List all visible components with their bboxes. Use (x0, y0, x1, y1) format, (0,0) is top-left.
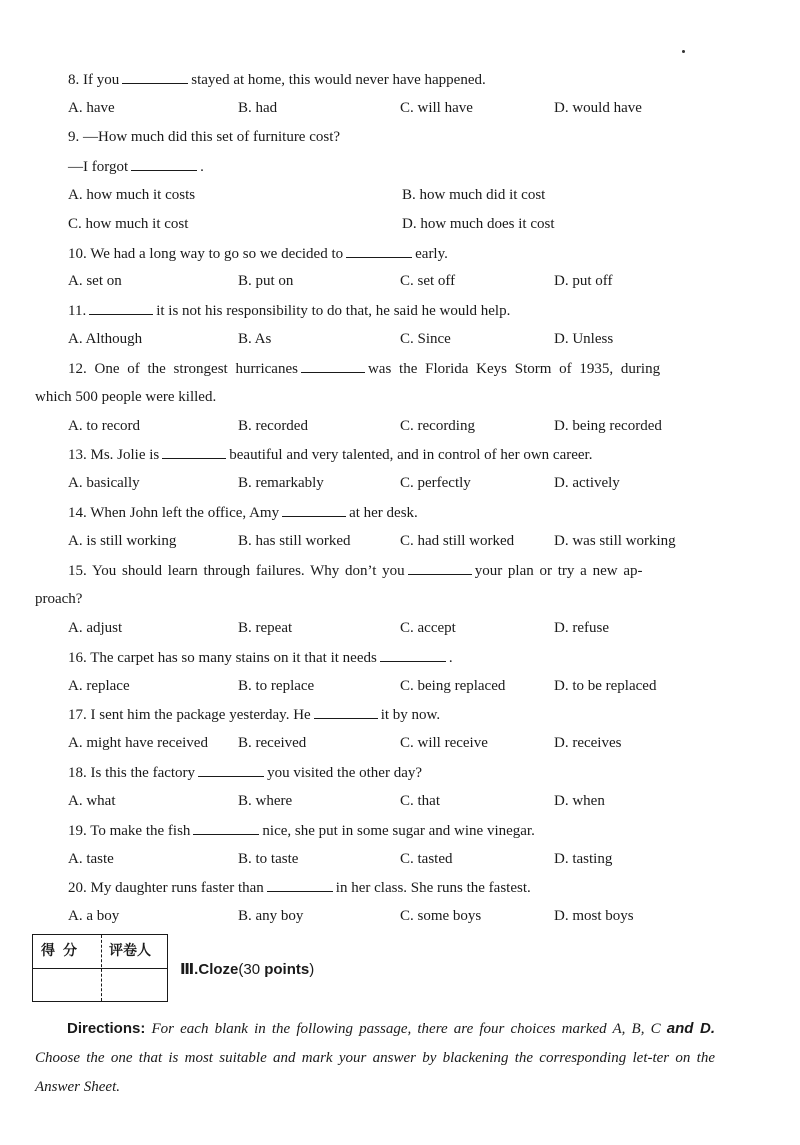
answer-blank (89, 300, 153, 315)
option-d: D. refuse (554, 620, 609, 636)
option-d: D. actively (554, 475, 620, 491)
options-17 (68, 733, 728, 753)
options-9-row1 (68, 185, 728, 205)
question-8: 8. If you stayed at home, this would never have happened. (68, 69, 728, 90)
options-8 (68, 98, 728, 118)
question-19: 19. To make the fish nice, she put in some sugar and wine vinegar. (68, 820, 728, 841)
answer-blank (198, 762, 264, 777)
option-b: B. received (238, 735, 307, 751)
option-c: C. how much it cost (68, 216, 189, 232)
option-a: A. replace (68, 678, 130, 694)
directions-text-2: Choose the one that is most suitable and mark your answer by blackening the corresponding let-ter on the Answer Sheet. (35, 1050, 715, 1095)
score-label: 得分 (41, 943, 85, 959)
option-b: B. to replace (238, 678, 315, 694)
option-d: D. tasting (554, 851, 613, 867)
option-b: B. any boy (238, 908, 304, 924)
section-name: Cloze (198, 961, 239, 978)
options-13 (68, 473, 728, 493)
option-c: C. had still worked (400, 533, 515, 549)
question-15: 15. You should learn through failures. Why don’t you your plan or try a new ap- (68, 560, 716, 581)
options-18 (68, 791, 728, 811)
option-c: C. Since (400, 331, 451, 347)
option-c: C. will have (400, 100, 473, 116)
option-a: A. a boy (68, 908, 120, 924)
option-b: B. had (238, 100, 278, 116)
option-b: B. repeat (238, 620, 293, 636)
option-b: B. put on (238, 273, 294, 289)
option-a: A. taste (68, 851, 114, 867)
answer-blank (193, 820, 259, 835)
section-points: (30 points) (238, 961, 315, 978)
options-20 (68, 906, 728, 926)
options-16 (68, 676, 728, 696)
option-a: A. set on (68, 273, 122, 289)
option-a: A. basically (68, 475, 140, 491)
score-box-divider (101, 935, 102, 1001)
option-d: D. would have (554, 100, 642, 116)
option-b: B. how much did it cost (402, 187, 546, 203)
option-c: C. that (400, 793, 440, 809)
question-15-continued: proach? (35, 591, 83, 607)
section-title (180, 960, 314, 980)
answer-blank (301, 358, 365, 373)
answer-blank (380, 647, 446, 662)
option-c: C. will receive (400, 735, 488, 751)
question-10: 10. We had a long way to go so we decided to early. (68, 243, 728, 264)
section-numeral: Ⅲ. (180, 961, 199, 978)
option-a: A. might have received (68, 735, 208, 751)
option-c: C. set off (400, 273, 456, 289)
option-b: B. remarkably (238, 475, 324, 491)
directions-label: Directions: (67, 1020, 146, 1037)
option-b: B. where (238, 793, 293, 809)
question-14: 14. When John left the office, Amy at her desk. (68, 502, 728, 523)
option-a: A. Although (68, 331, 143, 347)
directions (35, 1014, 715, 1102)
options-15 (68, 618, 728, 638)
stray-mark (682, 50, 685, 53)
option-a: A. adjust (68, 620, 123, 636)
option-a: A. is still working (68, 533, 177, 549)
option-d: D. receives (554, 735, 622, 751)
option-b: B. to taste (238, 851, 299, 867)
question-13: 13. Ms. Jolie is beautiful and very talented, and in control of her own career. (68, 444, 728, 465)
option-c: C. tasted (400, 851, 453, 867)
question-11: 11. it is not his responsibility to do that, he said he would help. (68, 300, 728, 321)
answer-blank (282, 502, 346, 517)
options-9-row2 (68, 214, 728, 234)
option-c: C. recording (400, 418, 475, 434)
score-box (32, 934, 168, 1002)
option-d: D. put off (554, 273, 613, 289)
options-14 (68, 531, 728, 551)
answer-blank (162, 444, 226, 459)
question-18: 18. Is this the factory you visited the other day? (68, 762, 728, 783)
options-12 (68, 416, 728, 436)
directions-text-1: For each blank in the following passage, there are four choices marked A, B, C (145, 1021, 661, 1037)
option-d: D. when (554, 793, 605, 809)
option-c: C. being replaced (400, 678, 506, 694)
option-d: D. Unless (554, 331, 614, 347)
option-d: D. most boys (554, 908, 634, 924)
option-d: D. being recorded (554, 418, 662, 434)
grader-label: 评卷人 (109, 943, 151, 959)
option-a: A. how much it costs (68, 187, 196, 203)
answer-blank (122, 69, 188, 84)
answer-blank (267, 877, 333, 892)
option-c: C. perfectly (400, 475, 471, 491)
option-a: A. to record (68, 418, 141, 434)
options-11 (68, 329, 728, 349)
directions-and-d: and D. (666, 1020, 716, 1037)
option-d: D. to be replaced (554, 678, 657, 694)
question-16: 16. The carpet has so many stains on it that it needs . (68, 647, 728, 668)
answer-blank (346, 243, 412, 258)
options-19 (68, 849, 728, 869)
option-d: D. how much does it cost (402, 216, 555, 232)
question-9-reply: —I forgot . (68, 156, 728, 177)
answer-blank (408, 560, 472, 575)
answer-blank (131, 156, 197, 171)
question-9: 9. —How much did this set of furniture cost? (68, 129, 341, 145)
option-b: B. As (238, 331, 272, 347)
option-a: A. have (68, 100, 115, 116)
option-b: B. has still worked (238, 533, 351, 549)
question-12: 12. One of the strongest hurricanes was the Florida Keys Storm of 1935, during (68, 358, 716, 379)
question-12-continued: which 500 people were killed. (35, 389, 217, 405)
options-10 (68, 271, 728, 291)
option-c: C. accept (400, 620, 456, 636)
option-c: C. some boys (400, 908, 482, 924)
option-a: A. what (68, 793, 116, 809)
option-b: B. recorded (238, 418, 308, 434)
question-17: 17. I sent him the package yesterday. He it by now. (68, 704, 728, 725)
option-d: D. was still working (554, 533, 676, 549)
question-20: 20. My daughter runs faster than in her class. She runs the fastest. (68, 877, 728, 898)
answer-blank (314, 704, 378, 719)
